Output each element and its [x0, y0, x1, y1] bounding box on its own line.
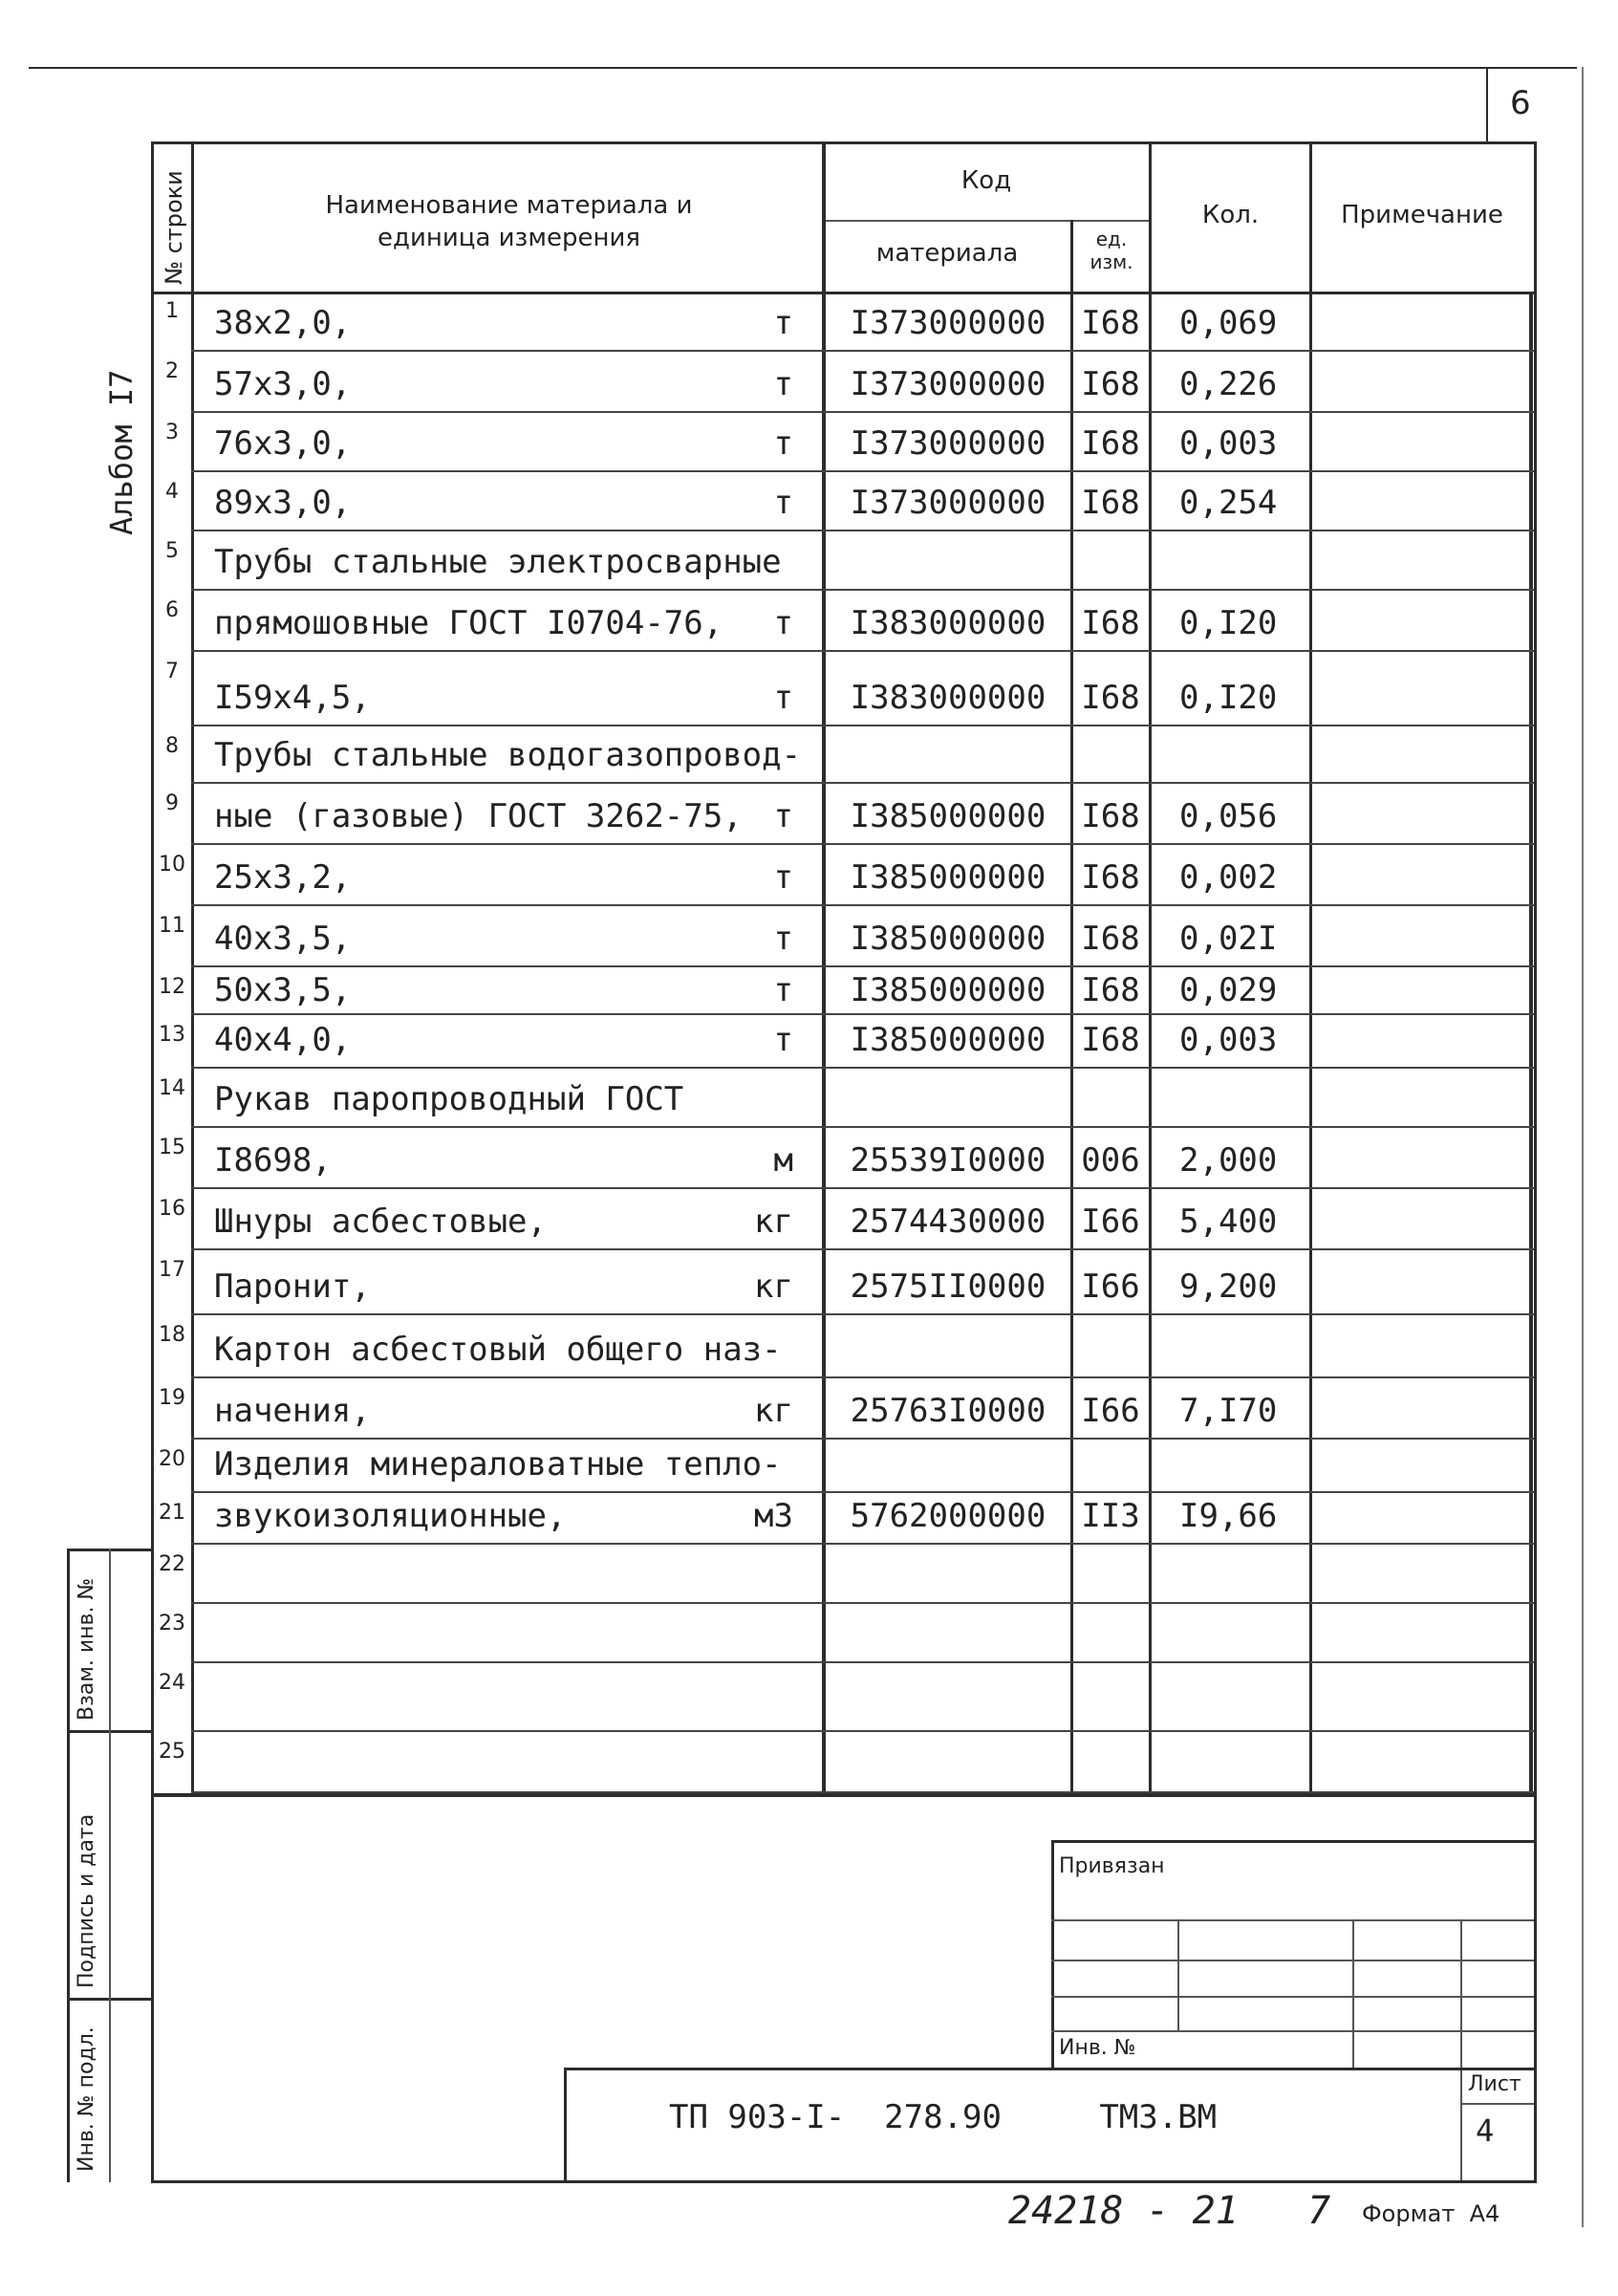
material-unit: т: [773, 304, 793, 342]
quantity: 0,056: [1179, 797, 1278, 835]
material-name: 50x3,5,: [214, 971, 352, 1009]
table-row: [0, 1069, 1618, 1128]
material-code-header: материала: [875, 239, 1019, 268]
side-label-inv-podl: Инв. № подл.: [75, 2026, 98, 2172]
material-code: I385000000: [850, 1021, 1046, 1059]
table-row: [0, 1315, 1618, 1378]
table-row: [0, 1250, 1618, 1315]
material-name: Шнуры асбестовые,: [214, 1202, 547, 1241]
unit-code: I68: [1081, 424, 1140, 463]
table-row: [0, 1545, 1618, 1604]
stamp-vgrid-2: [1352, 1919, 1354, 2069]
material-code: I373000000: [850, 424, 1046, 463]
material-code: 25539I0000: [850, 1141, 1046, 1180]
material-unit: т: [773, 484, 793, 522]
table-row: [0, 352, 1618, 413]
material-code: 5762000000: [850, 1497, 1046, 1535]
unit-code: I68: [1081, 1021, 1140, 1059]
material-name: 40x3,5,: [214, 920, 352, 958]
page-number-box-left: [1486, 67, 1488, 141]
quantity: 5,400: [1179, 1202, 1278, 1241]
table-row: [0, 1732, 1618, 1793]
handwritten-number: 24218 - 21 7: [1008, 2189, 1331, 2233]
top-border: [29, 67, 1577, 69]
stamp-title-top: [564, 2068, 1534, 2070]
row-number: 22: [159, 1552, 185, 1576]
material-name: ные (газовые) ГОСТ 3262-75,: [214, 797, 743, 835]
frame-bottom: [151, 2180, 1537, 2183]
material-unit: т: [773, 858, 793, 897]
side-stamp-inner: [109, 1549, 111, 2182]
material-name: звукоизоляционные,: [214, 1497, 567, 1535]
unit-code: I66: [1081, 1267, 1140, 1306]
material-name: прямошовные ГОСТ I0704-76,: [214, 604, 723, 642]
unit-code: I68: [1081, 920, 1140, 958]
table-row: [0, 591, 1618, 652]
material-name: 25x3,2,: [214, 858, 352, 897]
frame-top: [151, 141, 1537, 144]
quantity: 0,226: [1179, 365, 1278, 403]
format-label: Формат А4: [1362, 2200, 1500, 2227]
stamp-vgrid-3: [1460, 1919, 1462, 2180]
unit-code: I68: [1081, 858, 1140, 897]
quantity: 0,254: [1179, 484, 1278, 522]
unit-code: I68: [1081, 797, 1140, 835]
row-number: 20: [159, 1447, 185, 1471]
material-code: 2575II0000: [850, 1267, 1046, 1306]
row-number: 14: [159, 1076, 185, 1100]
row-number: 15: [159, 1136, 185, 1159]
row-number: 19: [159, 1386, 185, 1410]
material-unit: т: [773, 797, 793, 835]
material-code: I373000000: [850, 365, 1046, 403]
table-body-bottom: [151, 1793, 1537, 1797]
material-code: I383000000: [850, 679, 1046, 717]
material-code: 2574430000: [850, 1202, 1046, 1241]
row-number: 12: [159, 975, 185, 999]
unit-code-header-line1: ед.: [1095, 227, 1128, 250]
side-stamp-left: [67, 1549, 70, 2182]
table-row: [0, 1015, 1618, 1069]
unit-code: II3: [1081, 1497, 1140, 1535]
row-number: 24: [159, 1671, 185, 1695]
table-row: [0, 845, 1618, 906]
unit-code: I66: [1081, 1202, 1140, 1241]
material-unit: кг: [754, 1267, 793, 1306]
material-code: I373000000: [850, 304, 1046, 342]
table-row: [0, 413, 1618, 472]
material-unit: т: [773, 971, 793, 1009]
stamp-inv-no: Инв. №: [1059, 2036, 1136, 2060]
quantity: 0,002: [1179, 858, 1278, 897]
row-number: 13: [159, 1023, 185, 1047]
material-name: 38x2,0,: [214, 304, 352, 342]
material-code: I373000000: [850, 484, 1046, 522]
unit-code: I68: [1081, 304, 1140, 342]
row-number: 7: [165, 660, 179, 683]
code-header: Код: [960, 166, 1012, 195]
row-number: 9: [165, 791, 179, 815]
table-row: [0, 1378, 1618, 1440]
quantity: 0,003: [1179, 1021, 1278, 1059]
table-row: [0, 726, 1618, 784]
row-number: 3: [165, 421, 179, 444]
quantity: 0,029: [1179, 971, 1278, 1009]
material-name: начения,: [214, 1392, 371, 1430]
material-unit: м3: [754, 1497, 793, 1535]
material-name: 76x3,0,: [214, 424, 352, 463]
material-code: I385000000: [850, 971, 1046, 1009]
quantity: 0,I20: [1179, 604, 1278, 642]
material-unit: м: [773, 1141, 793, 1180]
stamp-list-label: Лист: [1468, 2072, 1521, 2096]
material-name: Рукав паропроводный ГОСТ: [214, 1080, 684, 1118]
material-name: Трубы стальные электросварные: [214, 543, 782, 581]
material-unit: т: [773, 604, 793, 642]
material-name: 40x4,0,: [214, 1021, 352, 1059]
row-number: 4: [165, 480, 179, 504]
material-unit: кг: [754, 1392, 793, 1430]
quantity: 0,I20: [1179, 679, 1278, 717]
material-code: I385000000: [850, 797, 1046, 835]
table-row: [0, 652, 1618, 726]
material-name: Изделия минераловатные тепло-: [214, 1445, 782, 1484]
unit-code: I68: [1081, 971, 1140, 1009]
unit-code: I68: [1081, 604, 1140, 642]
material-name: 89x3,0,: [214, 484, 352, 522]
quantity: I9,66: [1179, 1497, 1278, 1535]
row-number: 16: [159, 1197, 185, 1221]
table-row: [0, 472, 1618, 531]
material-unit: т: [773, 365, 793, 403]
row-number: 5: [165, 539, 179, 563]
material-unit: кг: [754, 1202, 793, 1241]
row-number: 25: [159, 1740, 185, 1764]
stamp-top-line: [1051, 1840, 1534, 1843]
unit-code: 006: [1081, 1141, 1140, 1180]
material-code: I383000000: [850, 604, 1046, 642]
quantity-header: Кол.: [1201, 201, 1260, 229]
row-number: 11: [159, 914, 185, 938]
material-code: I385000000: [850, 920, 1046, 958]
material-name: Трубы стальные водогазопровод-: [214, 736, 802, 774]
side-label-vzam: Взам. инв. №: [75, 1577, 98, 1721]
table-row: [0, 1128, 1618, 1189]
row-number: 10: [159, 853, 185, 877]
name-header-line2: единица измерения: [377, 224, 641, 252]
table-row: [0, 906, 1618, 967]
stamp-list-value: 4: [1476, 2112, 1495, 2149]
material-name: I59x4,5,: [214, 679, 371, 717]
table-row: [0, 1440, 1618, 1493]
page-number: 6: [1510, 84, 1531, 122]
stamp-title-left: [564, 2068, 567, 2182]
document-code: ТП 903-I- 278.90 ТМЗ.ВМ: [669, 2098, 1218, 2136]
material-unit: т: [773, 1021, 793, 1059]
unit-code: I68: [1081, 484, 1140, 522]
row-number: 6: [165, 598, 179, 622]
quantity: 9,200: [1179, 1267, 1278, 1306]
name-header-line1: Наименование материала и: [325, 191, 693, 220]
quantity: 7,I70: [1179, 1392, 1278, 1430]
note-header: Примечание: [1341, 201, 1503, 229]
table-row: [0, 1663, 1618, 1732]
unit-code: I68: [1081, 365, 1140, 403]
row-number: 2: [165, 359, 179, 383]
row-number: 17: [159, 1258, 185, 1282]
material-unit: т: [773, 679, 793, 717]
material-unit: т: [773, 424, 793, 463]
side-label-podpis: Подпись и дата: [75, 1813, 98, 1988]
row-number: 1: [165, 299, 179, 323]
material-name: Картон асбестовый общего наз-: [214, 1331, 782, 1369]
table-row: [0, 1493, 1618, 1545]
stamp-privyazan: Привязан: [1059, 1854, 1165, 1878]
stamp-vgrid-1: [1177, 1919, 1179, 2030]
stamp-left-line: [1051, 1840, 1054, 2069]
row-number: 23: [159, 1612, 185, 1635]
row-number: 8: [165, 734, 179, 758]
quantity: 0,003: [1179, 424, 1278, 463]
quantity: 0,02I: [1179, 920, 1278, 958]
table-row: [0, 531, 1618, 591]
material-name: 57x3,0,: [214, 365, 352, 403]
material-code: I385000000: [850, 858, 1046, 897]
table-row: [0, 967, 1618, 1015]
table-row: [0, 1189, 1618, 1250]
unit-code-header-line2: изм.: [1089, 250, 1133, 273]
album-label: Альбом I7: [103, 369, 140, 535]
material-code: 25763I0000: [850, 1392, 1046, 1430]
table-row: [0, 292, 1618, 352]
quantity: 2,000: [1179, 1141, 1278, 1180]
material-name: Паронит,: [214, 1267, 371, 1306]
table-row: [0, 1604, 1618, 1663]
stamp-list-sep: [1460, 2103, 1534, 2105]
table-row: [0, 784, 1618, 845]
quantity: 0,069: [1179, 304, 1278, 342]
row-number: 21: [159, 1501, 185, 1525]
row-number: 18: [159, 1323, 185, 1347]
material-unit: т: [773, 920, 793, 958]
code-sub-line: [824, 220, 1149, 222]
material-name: I8698,: [214, 1141, 332, 1180]
unit-code: I66: [1081, 1392, 1140, 1430]
row-number-header: № строки: [161, 170, 187, 285]
unit-code: I68: [1081, 679, 1140, 717]
